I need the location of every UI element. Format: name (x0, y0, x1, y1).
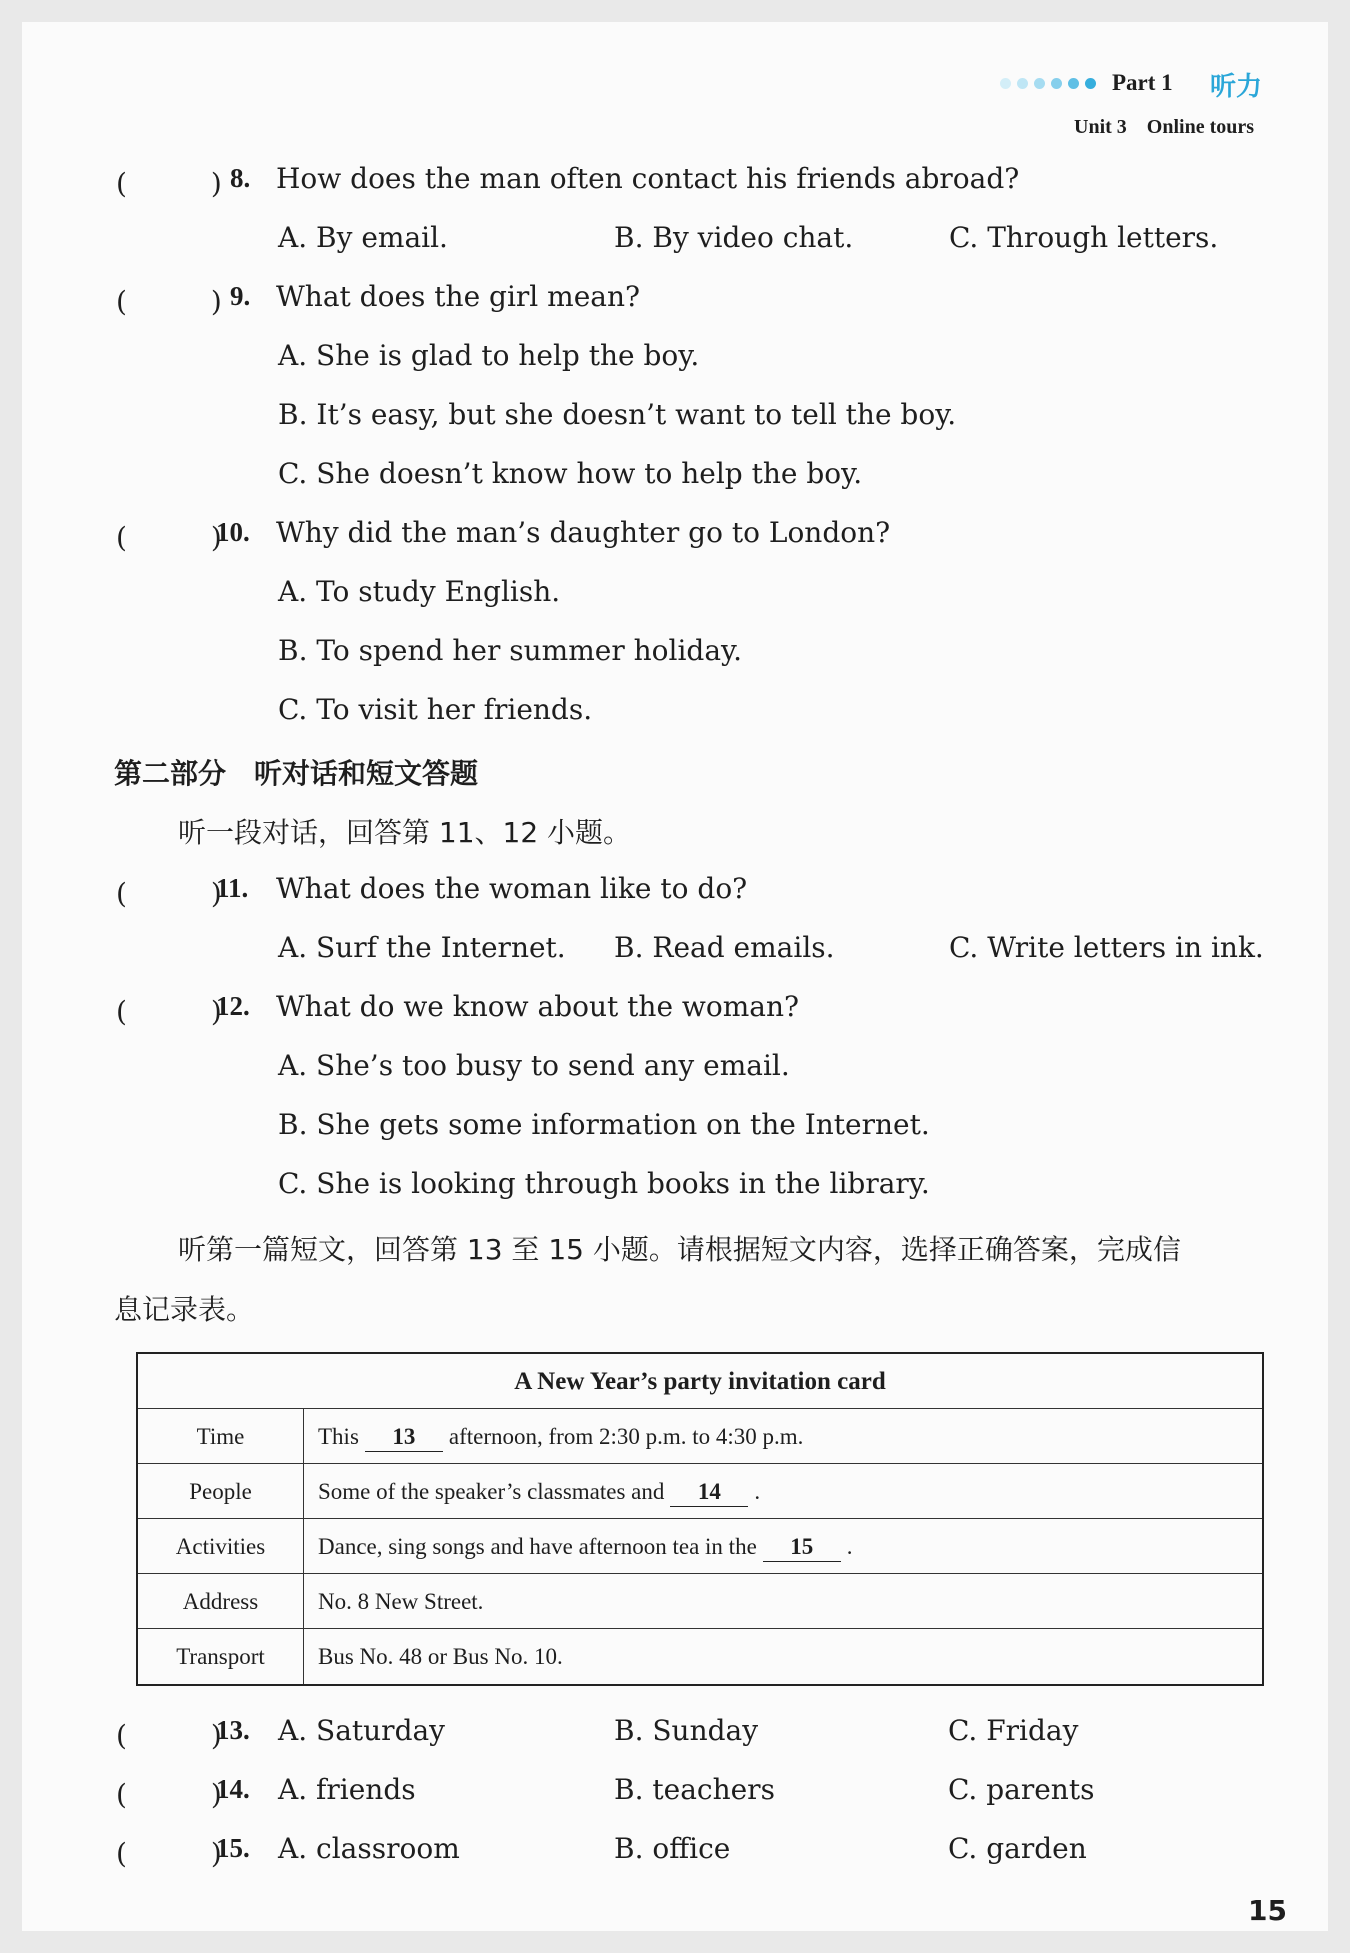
row-label: Activities (138, 1519, 304, 1573)
question-number: 9. (230, 281, 251, 311)
answer-paren[interactable]: ( ) (116, 521, 222, 554)
fill-blank[interactable]: 13 (365, 1423, 443, 1452)
table-row (138, 1629, 1262, 1684)
option-c[interactable]: C. Friday (948, 1714, 1079, 1747)
header-dot (1051, 78, 1062, 89)
row-value (304, 1409, 1262, 1463)
table-row (138, 1464, 1262, 1519)
page-number: 15 (1248, 1894, 1287, 1927)
table-row (138, 1574, 1262, 1629)
row-text: . (754, 1479, 761, 1504)
row-text: afternoon, from 2:30 p.m. to 4:30 p.m. (448, 1424, 804, 1449)
table-row (138, 1519, 1262, 1574)
answer-paren[interactable]: ( ) (116, 285, 222, 318)
dialogue-instruction: 听一段对话，回答第 11、12 小题。 (178, 816, 632, 849)
option-c[interactable]: C. garden (948, 1832, 1087, 1865)
question-number: 10. (216, 517, 250, 547)
option-b[interactable]: B. teachers (614, 1773, 775, 1806)
unit-label: Unit 3 Online tours (1074, 116, 1255, 138)
option-c[interactable]: C. She doesn’t know how to help the boy. (278, 457, 863, 490)
option-a[interactable]: A. friends (278, 1773, 416, 1806)
option-a[interactable]: A. To study English. (278, 575, 561, 608)
row-label: Time (138, 1409, 304, 1463)
row-value: No. 8 New Street. (318, 1589, 484, 1614)
option-c[interactable]: C. parents (948, 1773, 1095, 1806)
fill-blank[interactable]: 14 (670, 1478, 748, 1507)
row-text: This (318, 1424, 359, 1449)
question-number: 11. (216, 873, 249, 903)
answer-paren[interactable]: ( ) (116, 877, 222, 910)
option-c[interactable]: C. Through letters. (949, 221, 1219, 254)
table-row (138, 1409, 1262, 1464)
option-a[interactable]: A. She is glad to help the boy. (278, 339, 700, 372)
option-c[interactable]: C. Write letters in ink. (949, 931, 1264, 964)
option-b[interactable]: B. By video chat. (614, 221, 854, 254)
option-a[interactable]: A. By email. (278, 221, 448, 254)
question-text: What do we know about the woman? (276, 990, 800, 1023)
row-label: People (138, 1464, 304, 1518)
header-dot (1017, 78, 1028, 89)
header-dot (1034, 78, 1045, 89)
answer-paren[interactable]: ( ) (116, 995, 222, 1028)
question-text: What does the girl mean? (276, 280, 641, 313)
part-label: Part 1 (1112, 70, 1173, 95)
question-number: 8. (230, 163, 251, 193)
question-number: 14. (216, 1774, 250, 1804)
option-b[interactable]: B. Read emails. (614, 931, 835, 964)
row-label: Address (138, 1574, 304, 1628)
answer-paren[interactable]: ( ) (116, 1719, 222, 1752)
option-a[interactable]: A. Surf the Internet. (278, 931, 566, 964)
header-dot (1068, 78, 1079, 89)
row-value: Bus No. 48 or Bus No. 10. (318, 1644, 563, 1669)
option-c[interactable]: C. She is looking through books in the library. (278, 1167, 930, 1200)
part-chinese-label: 听力 (1210, 72, 1263, 102)
page (22, 22, 1328, 1931)
option-b[interactable]: B. office (614, 1832, 731, 1865)
option-b[interactable]: B. She gets some information on the Internet. (278, 1108, 930, 1141)
header-dot (1000, 78, 1011, 89)
question-text: Why did the man’s daughter go to London? (276, 516, 891, 549)
question-text: What does the woman like to do? (276, 872, 748, 905)
option-c[interactable]: C. To visit her friends. (278, 693, 593, 726)
option-b[interactable]: B. Sunday (614, 1714, 759, 1747)
option-a[interactable]: A. She’s too busy to send any email. (278, 1049, 790, 1082)
passage-instruction-cont: 息记录表。 (114, 1293, 255, 1326)
option-a[interactable]: A. classroom (278, 1832, 460, 1865)
card-title: A New Year’s party invitation card (138, 1354, 1262, 1409)
answer-paren[interactable]: ( ) (116, 1778, 222, 1811)
row-text: . (846, 1534, 853, 1559)
invitation-card-table (136, 1352, 1264, 1686)
question-number: 12. (216, 991, 250, 1021)
option-a[interactable]: A. Saturday (278, 1714, 446, 1747)
answer-paren[interactable]: ( ) (116, 167, 222, 200)
row-value (304, 1464, 1262, 1518)
answer-paren[interactable]: ( ) (116, 1837, 222, 1870)
option-b[interactable]: B. To spend her summer holiday. (278, 634, 743, 667)
option-b[interactable]: B. It’s easy, but she doesn’t want to tell the boy. (278, 398, 957, 431)
question-number: 13. (216, 1715, 250, 1745)
row-label: Transport (138, 1629, 304, 1684)
question-text: How does the man often contact his friends abroad? (276, 162, 1020, 195)
passage-instruction: 听第一篇短文，回答第 13 至 15 小题。请根据短文内容，选择正确答案，完成信 (178, 1233, 1181, 1266)
row-text: Dance, sing songs and have afternoon tea in the (318, 1534, 757, 1559)
fill-blank[interactable]: 15 (763, 1533, 841, 1562)
question-number: 15. (216, 1833, 250, 1863)
header-dot (1085, 78, 1096, 89)
section-heading: 第二部分 听对话和短文答题 (114, 757, 479, 790)
row-value (304, 1519, 1262, 1573)
row-text: Some of the speaker’s classmates and (318, 1479, 665, 1504)
